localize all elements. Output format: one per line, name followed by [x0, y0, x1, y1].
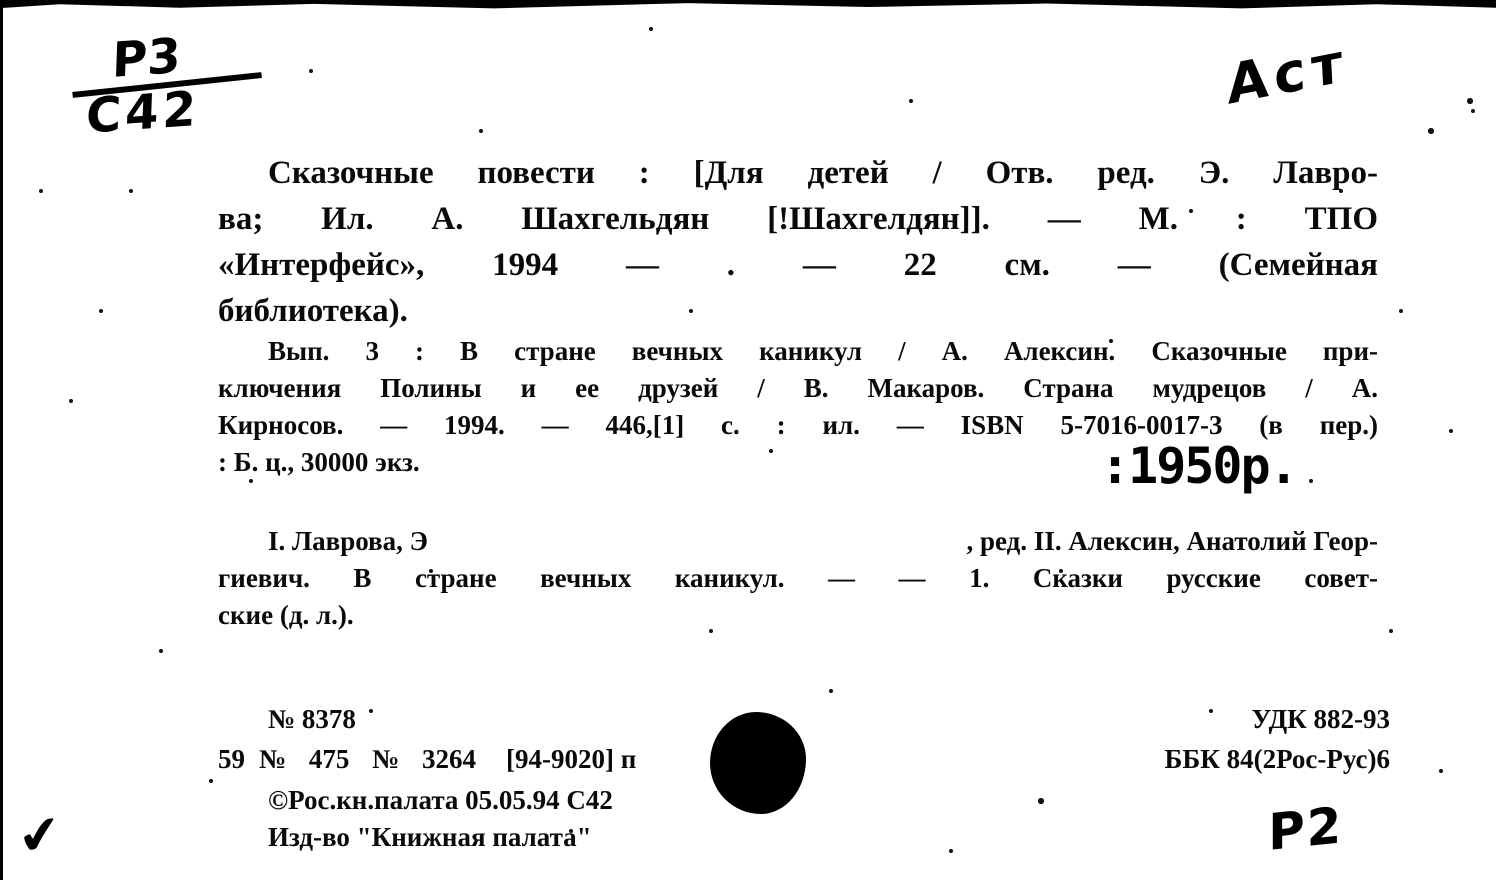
- handwritten-note-bottom-right: Р2: [1268, 795, 1344, 863]
- registration-row-1: [218, 700, 1390, 738]
- title-line-2: ва; Ил. А. Шахгельдян [!Шахгелдян]]. — М. : ТПО: [218, 201, 1378, 237]
- registration-row-4: [218, 818, 1390, 856]
- price-stamp: :1950р.: [1100, 437, 1297, 495]
- record-number: № 8378: [268, 704, 356, 734]
- entries-line-3: ские (д. л.).: [218, 600, 354, 630]
- volume-line-1: Вып. 3 : В стране вечных каникул / А. Алексин. Сказочные при-: [268, 336, 1378, 366]
- volume-line-3: Кирносов. — 1994. — 446,[1] с. : ил. — ISBN 5-7016-0017-3 (в пер.): [218, 410, 1378, 440]
- entries-line-1: [218, 523, 1378, 560]
- title-line-3: «Интерфейс», 1994 — . — 22 см. — (Семейная: [218, 247, 1378, 283]
- volume-line-4: : Б. ц., 30000 экз.: [218, 447, 420, 477]
- checkmark-icon: ✔: [14, 803, 66, 869]
- scan-edge-top: [0, 0, 1496, 14]
- ink-blot: [710, 712, 806, 814]
- entries-line-2: гиевич. В стране вечных каникул. — — 1. Сказки русские совет-: [218, 563, 1378, 593]
- shelf-mark: [69, 27, 266, 145]
- bbk-number: ББК 84(2Рос-Рус)6: [1164, 744, 1390, 774]
- scan-edge-left: [0, 0, 3, 880]
- reg-bold-prefix: 59: [218, 744, 245, 774]
- udc-number: УДК 882-93: [1251, 704, 1390, 734]
- reg-numbers: № 475 № 3264: [259, 744, 477, 774]
- shelf-mark-cutter: С42: [85, 80, 201, 145]
- registration-row-3: [218, 781, 1390, 819]
- reg-bracket-code: [94-9020] п: [506, 744, 637, 774]
- copyright-line: ©Рос.кн.палата 05.05.94 С42: [268, 785, 613, 815]
- handwritten-note-top-right: Аст: [1225, 29, 1350, 118]
- publisher-line: Изд-во "Книжная палата": [268, 822, 592, 852]
- scan-noise-speckles: [10, 10, 12, 12]
- title-line-1: Сказочные повести : [Для детей / Отв. ред. Э. Лавро-: [268, 155, 1378, 191]
- shelf-mark-class: Р3: [111, 27, 182, 89]
- title-line-4: библиотека).: [218, 293, 408, 329]
- added-entries-paragraph: [218, 523, 1378, 634]
- entries-line-1-left: I. Лаврова, Э: [268, 526, 428, 556]
- volume-line-2: ключения Полины и ее друзей / В. Макаров. Страна мудрецов / А.: [218, 373, 1378, 403]
- title-paragraph: [218, 150, 1378, 334]
- entries-line-1-right: , ред. II. Алексин, Анатолий Геор-: [966, 526, 1378, 556]
